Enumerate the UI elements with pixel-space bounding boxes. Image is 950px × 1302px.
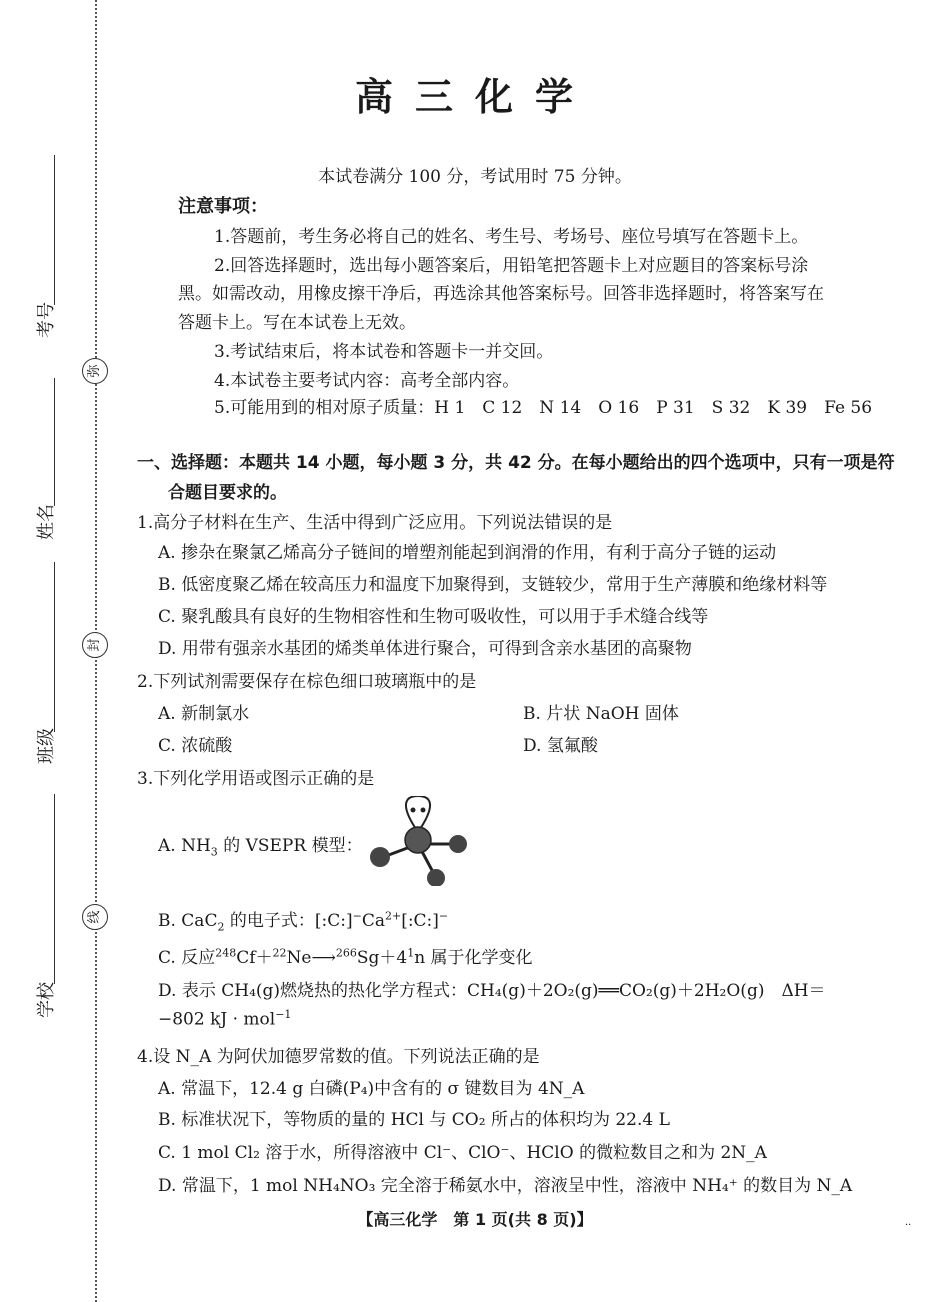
q1-stem: 1.高分子材料在生产、生活中得到广泛应用。下列说法错误的是 [137, 513, 613, 533]
outer-atom [449, 835, 467, 853]
notice-item: 3.考试结束后，将本试卷和答题卡一并交回。 [214, 342, 554, 362]
electron-formula: [:C:] [401, 911, 439, 931]
q3-option-d: D. 表示 CH₄(g)燃烧热的热化学方程式：CH₄(g)＋2O₂(g)══CO₂(g)＋2H₂O(g) ΔH＝ [158, 981, 826, 1001]
notice-item: 2.回答选择题时，选出每小题答案后，用铅笔把答题卡上对应题目的答案标号涂 [214, 256, 809, 276]
binding-margin [0, 0, 95, 1302]
lone-pair-dot [411, 808, 416, 813]
seal-mi: 弥 [82, 358, 108, 384]
corner-mark: ·· [905, 1220, 912, 1231]
q4-option-d: D. 常温下，1 mol NH₄NO₃ 完全溶于稀氨水中，溶液呈中性，溶液中 NH₄⁺ 的数目为 N_A [158, 1176, 853, 1196]
q4-option-c: C. 1 mol Cl₂ 溶于水，所得溶液中 Cl⁻、ClO⁻、HClO 的微粒数目之和为 2N_A [158, 1143, 767, 1163]
page-footer: 【高三化学 第 1 页(共 8 页)】 [357, 1210, 593, 1229]
outer-atom [427, 869, 445, 886]
seal-feng: 封 [82, 632, 108, 658]
notice-item: 答题卡上。写在本试卷上无效。 [178, 313, 416, 333]
q4-option-b: B. 标准状况下，等物质的量的 HCl 与 CO₂ 所占的体积均为 22.4 L [158, 1110, 670, 1130]
q3-option-d-cont: −802 kJ · mol$^{-1}$ [158, 1008, 292, 1030]
label-class: 班级 [36, 728, 57, 764]
q2-option-d: D. 氢氟酸 [523, 736, 598, 756]
q2-option-c: C. 浓硫酸 [158, 736, 233, 756]
q2-option-b: B. 片状 NaOH 固体 [523, 704, 679, 724]
side-line [54, 378, 55, 506]
q3-stem: 3.下列化学用语或图示正确的是 [137, 769, 375, 789]
q3-option-c: C. 反应$^{248}Cf+^{22}Ne⟶^{266}Sg+4^1n$ 属于化学变化 [158, 946, 533, 968]
label-exam-number: 考号 [36, 302, 57, 338]
section-heading-cont: 合题目要求的。 [168, 483, 287, 503]
label-name: 姓名 [36, 504, 57, 540]
notice-item: 1.答题前，考生务必将自己的姓名、考生号、考场号、座位号填写在答题卡上。 [214, 227, 809, 247]
q4-option-a: A. 常温下，12.4 g 白磷(P₄)中含有的 σ 键数目为 4N_A [158, 1079, 585, 1099]
q3-option-a: A. $NH_3$ 的 VSEPR 模型： [158, 836, 363, 859]
outer-atom [370, 847, 390, 867]
central-atom [405, 827, 431, 853]
q2-option-a: A. 新制氯水 [158, 704, 250, 724]
electron-formula: [:C:] [314, 911, 353, 931]
q1-option-d: D. 用带有强亲水基团的烯类单体进行聚合，可得到含亲水基团的高聚物 [158, 639, 692, 659]
section-heading: 一、选择题：本题共 14 小题，每小题 3 分，共 42 分。在每小题给出的四个选项中，只有一项是符 [137, 453, 895, 473]
reaction-arrow-icon: ⟶ [311, 948, 336, 968]
q1-option-a: A. 掺杂在聚氯乙烯高分子链间的增塑剂能起到润滑的作用，有利于高分子链的运动 [158, 543, 777, 563]
intro-line: 本试卷满分 100 分，考试用时 75 分钟。 [318, 167, 632, 187]
q1-option-b: B. 低密度聚乙烯在较高压力和温度下加聚得到，支链较少，常用于生产薄膜和绝缘材料等 [158, 575, 828, 595]
side-line [54, 562, 55, 732]
notice-item: 5.可能用到的相对原子质量：H 1 C 12 N 14 O 16 P 31 S 32 K 39 Fe 56 [214, 398, 873, 418]
notice-heading: 注意事项： [178, 196, 268, 217]
side-line [54, 794, 55, 984]
notice-item: 黑。如需改动，用橡皮擦干净后，再选涂其他答案标号。回答非选择题时，将答案写在 [178, 284, 824, 304]
notice-item: 4.本试卷主要考试内容：高考全部内容。 [214, 371, 520, 391]
vsepr-model-image [360, 796, 480, 886]
q4-stem: 4.设 N_A 为阿伏加德罗常数的值。下列说法正确的是 [137, 1047, 540, 1067]
seal-xian: 线 [82, 904, 108, 930]
q1-option-c: C. 聚乳酸具有良好的生物相容性和生物可吸收性，可以用于手术缝合线等 [158, 607, 709, 627]
q2-stem: 2.下列试剂需要保存在棕色细口玻璃瓶中的是 [137, 672, 477, 692]
q3-option-b: B. CaC$_2$ 的电子式：$[:C:]^-Ca^{2+}[:C:]^-$ [158, 909, 449, 934]
lone-pair-dot [421, 808, 426, 813]
label-school: 学校 [36, 982, 57, 1018]
page-title: 高三化学 [354, 75, 595, 119]
